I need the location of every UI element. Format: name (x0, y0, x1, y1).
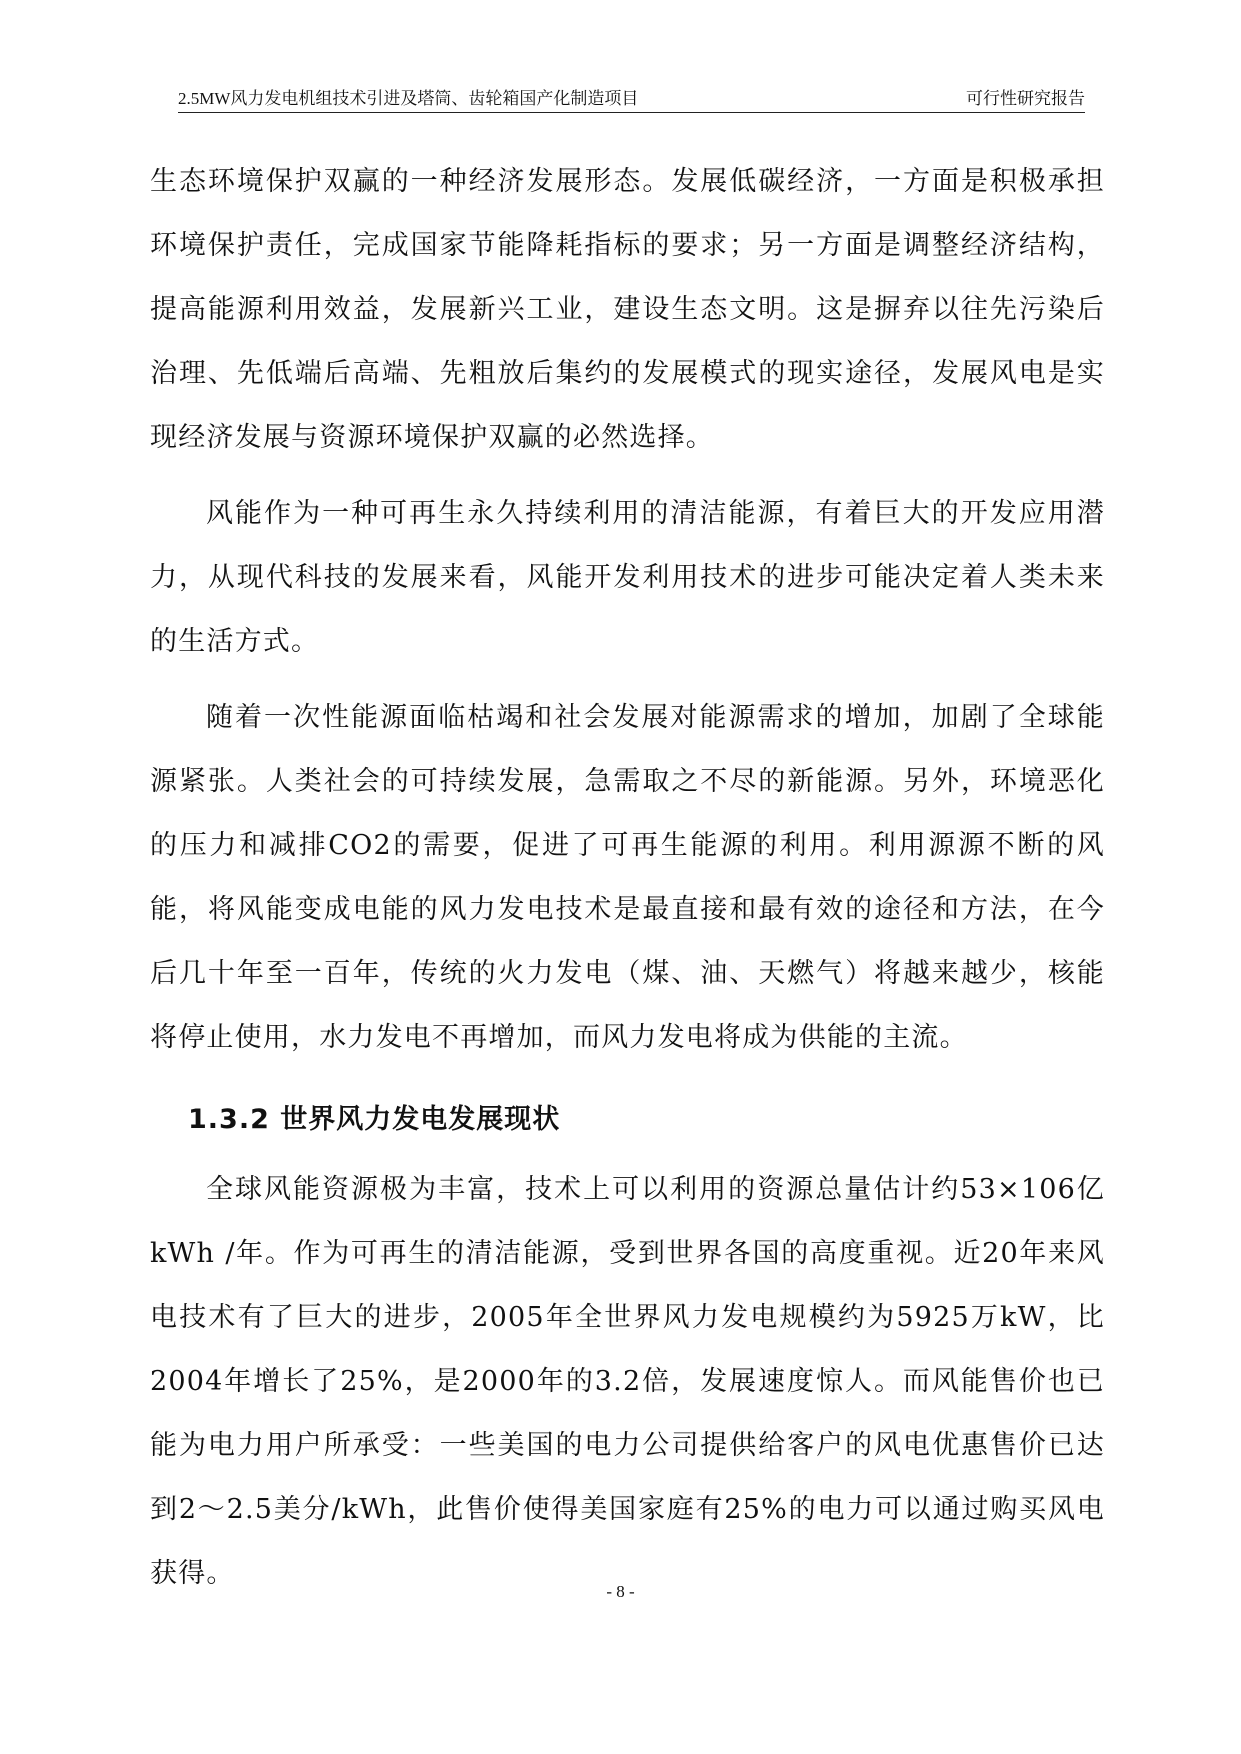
page-header (178, 86, 1085, 113)
header-project-title: 2.5MW风力发电机组技术引进及塔筒、齿轮箱国产化制造项目 (178, 89, 639, 108)
paragraph-energy-demand: 随着一次性能源面临枯竭和社会发展对能源需求的增加，加剧了全球能源紧张。人类社会的可持续发展，急需取之不尽的新能源。另外，环境恶化的压力和减排CO2的需要，促进了可再生能源的利用。利用源源不断的风能，将风能变成电能的风力发电技术是最直接和最有效的途径和方法，在今后几十年至一百年，传统的火力发电（煤、油、天燃气）将越来越少，核能将停止使用，水力发电不再增加，而风力发电将成为供能的主流。 (150, 702, 1105, 1053)
page-number: - 8 - (606, 1582, 635, 1601)
paragraph-world-status: 全球风能资源极为丰富，技术上可以利用的资源总量估计约53×106亿kWh /年。作为可再生的清洁能源，受到世界各国的高度重视。近20年来风电技术有了巨大的进步，2005年全世界风力发电规模约为5925万kW，比2004年增长了25%，是2000年的3.2倍，发展速度惊人。而风能售价也已能为电力用户所承受：一些美国的电力公司提供给客户的风电优惠售价已达到2～2.5美分/kWh，此售价使得美国家庭有25%的电力可以通过购买风电获得。 (150, 1174, 1105, 1589)
header-report-type: 可行性研究报告 (966, 89, 1085, 108)
paragraph-continuation: 生态环境保护双赢的一种经济发展形态。发展低碳经济，一方面是积极承担环境保护责任，完成国家节能降耗指标的要求；另一方面是调整经济结构，提高能源利用效益，发展新兴工业，建设生态文明。这是摒弃以往先污染后治理、先低端后高端、先粗放后集约的发展模式的现实途径，发展风电是实现经济发展与资源环境保护双赢的必然选择。 (150, 166, 1105, 453)
document-body (150, 150, 1105, 1606)
paragraph-wind-energy: 风能作为一种可再生永久持续利用的清洁能源，有着巨大的开发应用潜力，从现代科技的发展来看，风能开发利用技术的进步可能决定着人类未来的生活方式。 (150, 498, 1105, 657)
section-heading: 1.3.2 世界风力发电发展现状 (188, 1104, 561, 1135)
